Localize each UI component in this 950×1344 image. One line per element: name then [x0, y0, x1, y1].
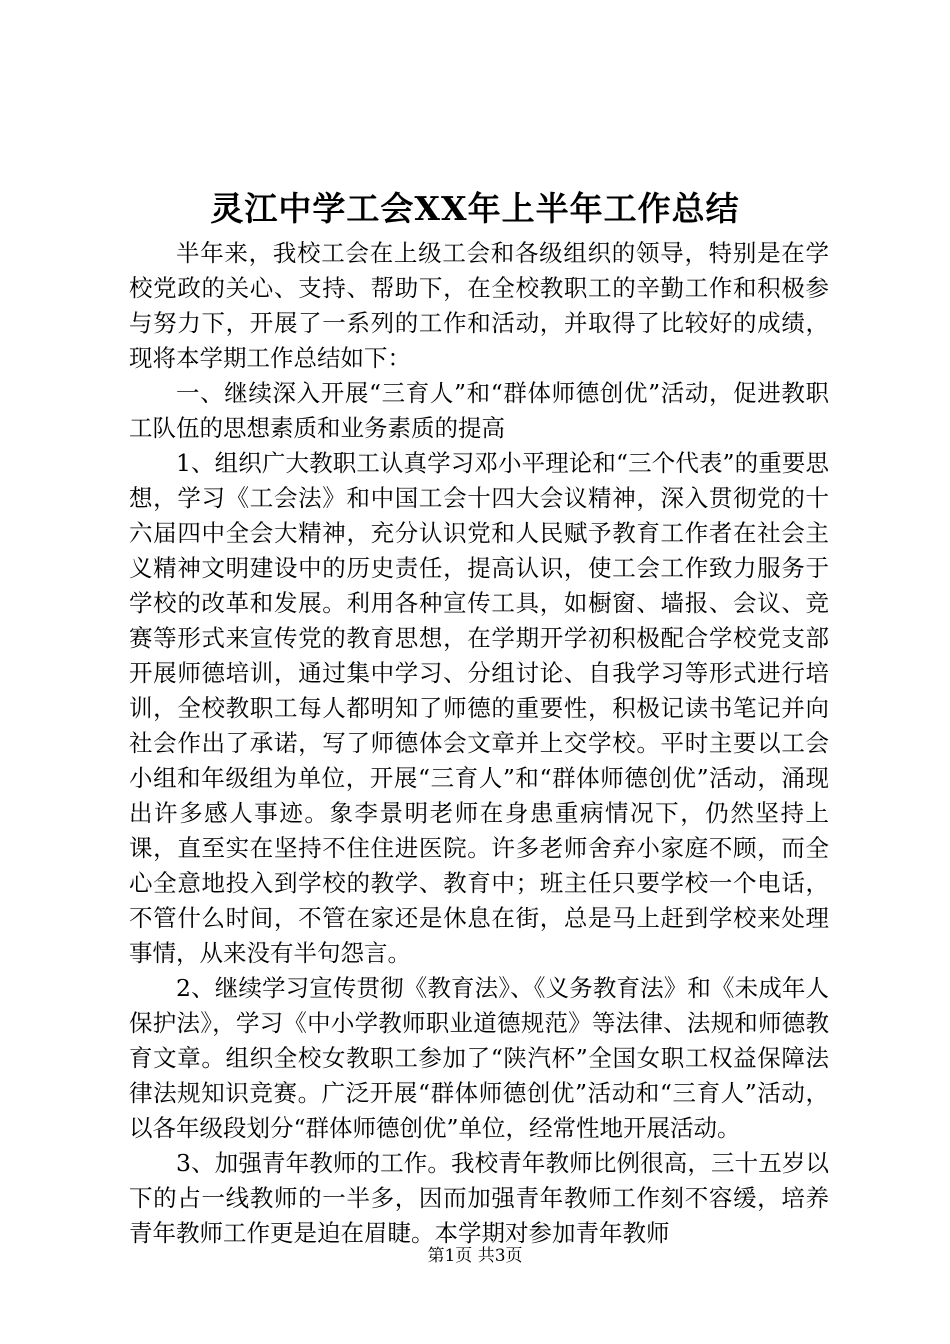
- page-number: 第1页 共3页: [427, 1246, 523, 1266]
- paragraph-intro: 半年来，我校工会在上级工会和各级组织的领导，特别是在学校党政的关心、支持、帮助下，在全校教职工的辛勤工作和积极参与努力下，开展了一系列的工作和活动，并取得了比较好的成绩，现将本学期工作总结如下：: [129, 239, 829, 372]
- paragraph-item-1: 1、组织广大教职工认真学习邓小平理论和“三个代表”的重要思想，学习《工会法》和中国工会十四大会议精神，深入贯彻党的十六届四中全会大精神，充分认识党和人民赋予教育工作者在社会主义精神文明建设中的历史责任，提高认识，使工会工作致力服务于学校的改革和发展。利用各种宣传工具，如橱窗、墙报、会议、竞赛等形式来宣传党的教育思想，在学期开学初积极配合学校党支部开展师德培训，通过集中学习、分组讨论、自我学习等形式进行培训，全校教职工每人都明知了师德的重要性，积极记读书笔记并向社会作出了承诺，写了师德体会文章并上交学校。平时主要以工会小组和年级组为单位，开展“三育人”和“群体师德创优”活动，涌现出许多感人事迹。象李景明老师在身患重病情况下，仍然坚持上课，直至实在坚持不住住进医院。许多老师舍弃小家庭不顾，而全心全意地投入到学校的教学、教育中；班主任只要学校一个电话，不管什么时间，不管在家还是休息在街，总是马上赶到学校来处理事情，从来没有半句怨言。: [129, 449, 829, 967]
- document-title: 灵江中学工会XX年上半年工作总结: [210, 189, 740, 228]
- document-body: [129, 236, 829, 1251]
- paragraph-section-heading: 一、继续深入开展“三育人”和“群体师德创优”活动，促进教职工队伍的思想素质和业务素质的提高: [129, 379, 829, 442]
- paragraph-item-2: 2、继续学习宣传贯彻《教育法》、《义务教育法》和《未成年人保护法》，学习《中小学教师职业道德规范》等法律、法规和师德教育文章。组织全校女教职工参加了“陕汽杯”全国女职工权益保障法律法规知识竞赛。广泛开展“群体师德创优”活动和“三育人”活动，以各年级段划分“群体师德创优”单位，经常性地开展活动。: [129, 974, 829, 1142]
- paragraph-item-3: 3、加强青年教师的工作。我校青年教师比例很高，三十五岁以下的占一线教师的一半多，因而加强青年教师工作刻不容缓，培养青年教师工作更是迫在眉睫。本学期对参加青年教师: [129, 1149, 829, 1247]
